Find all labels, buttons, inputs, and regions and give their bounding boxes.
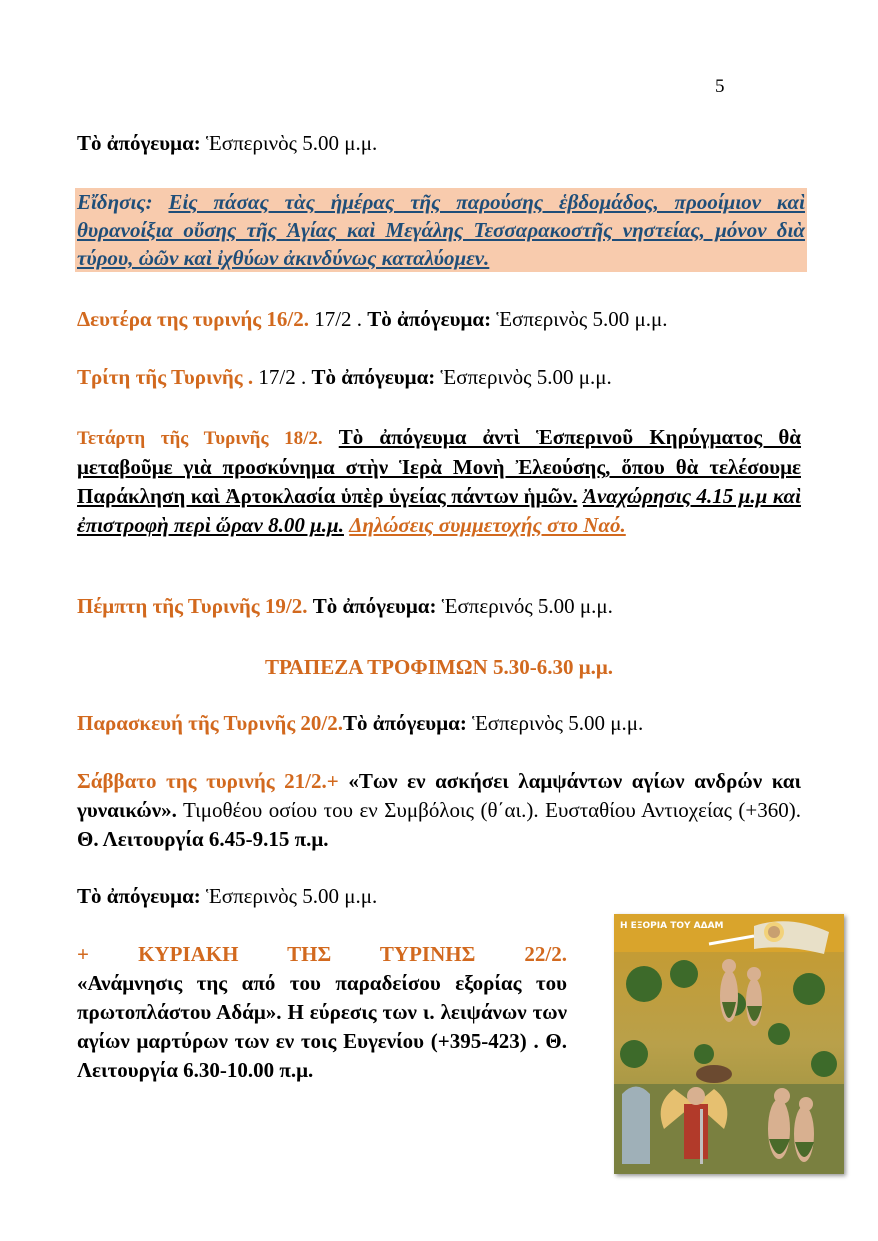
sunday-paragraph (77, 940, 567, 1085)
tuesday-date: 17/2 . (253, 365, 312, 389)
wednesday-day: Τετάρτη τῆς Τυρινῆς 18/2. (77, 428, 323, 449)
tuesday-day: Τρίτη τῆς Τυρινῆς . (77, 365, 254, 389)
afternoon-line-2 (77, 884, 377, 909)
wednesday-departure: Ἀναχώρησις 4.15 μ.μ καὶ ἐπιστροφὴ περὶ ὥραν 8.00 μ.μ. (77, 484, 801, 537)
thursday-label: Τὸ ἀπόγευμα: (312, 594, 437, 618)
sunday-day: + ΚΥΡΙΑΚΗ ΤΗΣ ΤΥΡΙΝΗΣ 22/2. (77, 942, 567, 966)
monday-line (77, 307, 668, 332)
monday-text: Ἑσπερινὸς 5.00 μ.μ. (491, 307, 668, 331)
friday-text: Ἑσπερινὸς 5.00 μ.μ. (466, 711, 644, 735)
saturday-paragraph (77, 767, 801, 854)
notice-label: Εἴδησις: (77, 190, 153, 214)
saturday-day: Σάββατο της τυρινής 21/2.+ (77, 769, 339, 793)
wednesday-bold-text: Τὸ ἀπόγευμα ἀντὶ Ἑσπερινοῦ Κηρύγματος θὰ μεταβοῦμε γιὰ προσκύνημα στὴν Ἱερὰ Μονὴ Ἐλεούσης, ὅπου θὰ τελέσουμε Παράκληση καὶ Ἀρτοκλασία ὑπὲρ ὑγείας πάντων ἡμῶν. (77, 425, 802, 508)
expulsion-of-adam-icon (614, 914, 844, 1174)
thursday-text: Ἑσπερινός 5.00 μ.μ. (436, 594, 613, 618)
friday-line (77, 711, 643, 736)
afternoon-line-1 (77, 131, 377, 156)
wednesday-paragraph (77, 423, 801, 540)
wednesday-registration: Δηλώσεις συμμετοχής στο Ναό. (349, 513, 626, 537)
saturday-liturgy: Θ. Λειτουργία 6.45-9.15 π.μ. (77, 827, 329, 851)
saturday-feast: «Των εν ασκήσει λαμψάντων αγίων ανδρών και γυναικών». (77, 769, 801, 822)
afternoon-label-2: Τὸ ἀπόγευμα: (77, 884, 201, 908)
friday-label: Τὸ ἀπόγευμα: (343, 711, 467, 735)
icon-caption: Η ΕΞΟΡΙΑ ΤΟΥ ΑΔΑΜ (620, 921, 724, 931)
food-bank-heading: ΤΡΑΠΕΖΑ ΤΡΟΦΙΜΩΝ 5.30-6.30 μ.μ. (265, 655, 613, 679)
friday-day: Παρασκευή τῆς Τυρινῆς 20/2. (77, 711, 344, 735)
monday-label: Τὸ ἀπόγευμα: (367, 307, 492, 331)
fasting-notice (75, 188, 807, 272)
vespers-text: Ἑσπερινὸς 5.00 μ.μ. (200, 131, 378, 155)
monday-date: 17/2 . (308, 307, 368, 331)
sunday-text: «Ανάμνησις της από του παραδείσου εξορίας του πρωτοπλάστου Αδάμ». Η εύρεσις των ι. λειψάνων των αγίων μαρτύρων των εν τοις Ευγενίου (+395-423) . Θ. Λειτουργία 6.30-10.00 π.μ. (77, 971, 567, 1082)
thursday-day: Πέμπτη τῆς Τυρινῆς 19/2. (77, 594, 308, 618)
vespers-text-2: Ἑσπερινὸς 5.00 μ.μ. (200, 884, 378, 908)
saturday-saints: Τιμοθέου οσίου του εν Συμβόλοις (θ΄αι.). Ευσταθίου Αντιοχείας (+360). (176, 798, 801, 822)
monday-day: Δευτέρα της τυρινής 16/2. (77, 307, 309, 331)
tuesday-text: Ἑσπερινὸς 5.00 μ.μ. (435, 365, 612, 389)
notice-text: Εἰς πάσας τὰς ἡμέρας τῆς παρούσης ἑβδομάδος, προοίμιον καὶ θυρανοίξια οὔσης τῆς Ἁγίας καὶ Μεγάλης Τεσσαρακοστῆς νηστείας, μόνον διὰ τύρου, ὠῶν καὶ ἰχθύων ἀκινδύνως καταλύομεν. (77, 190, 806, 270)
tuesday-line (77, 365, 612, 390)
afternoon-label: Τὸ ἀπόγευμα: (77, 131, 201, 155)
page-number: 5 (715, 76, 725, 97)
thursday-line (77, 594, 613, 619)
tuesday-label: Τὸ ἀπόγευμα: (311, 365, 436, 389)
